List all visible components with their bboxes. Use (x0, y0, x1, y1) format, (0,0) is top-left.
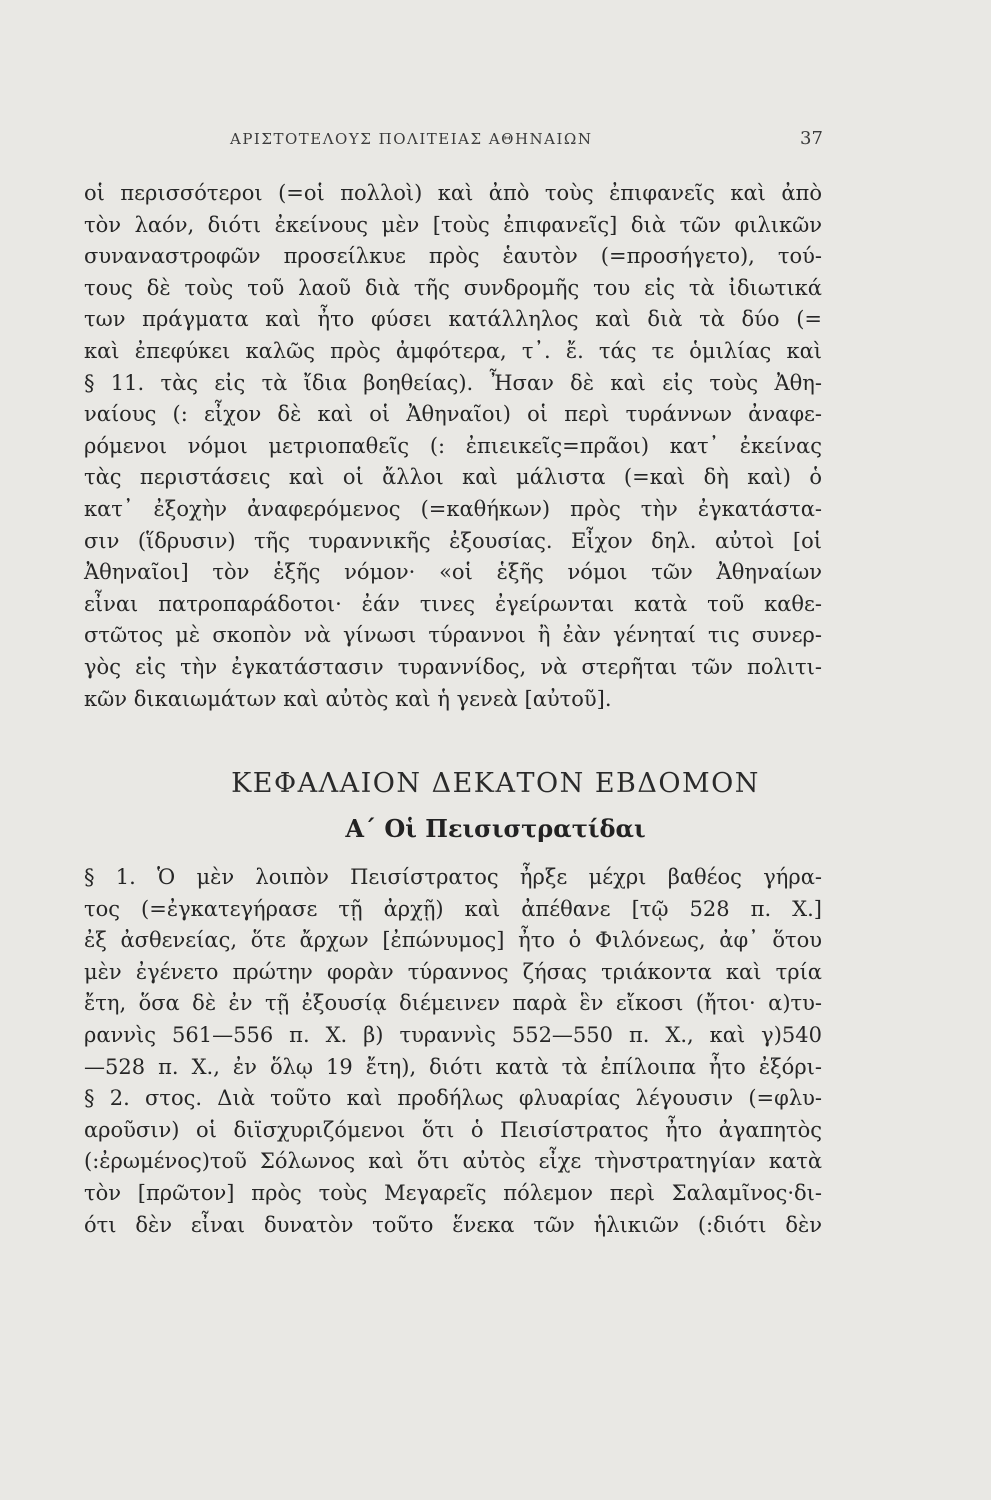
text-line: σιν (ἵδρυσιν) τῆς τυραννικῆς ἐξουσίας. Εἶχον δηλ. αὐτοὶ [οἱ (84, 528, 822, 553)
text-line: § 11. τὰς εἰς τὰ ἴδια βοηθείας). Ἦσαν δὲ καὶ εἰς τοὺς Ἀθη- (84, 370, 822, 395)
text-line: § 2. στος. Διὰ τοῦτο καὶ προδήλως φλυαρίας λέγουσιν (=φλυ- (84, 1086, 822, 1111)
text-line: ἐξ ἀσθενείας, ὅτε ἄρχων [ἐπώνυμος] ἦτο ὁ Φιλόνεως, ἀφ᾿ ὅτου (84, 928, 822, 953)
text-line: § 1. Ὁ μὲν λοιπὸν Πεισίστρατος ἦρξε μέχρι βαθέος γήρα- (84, 865, 822, 889)
text-line: αροῦσιν) οἱ διϊσχυριζόμενοι ὅτι ὁ Πεισίστρατος ἦτο ἀγαπητὸς (84, 1117, 822, 1142)
text-line: τος (=ἐγκατεγήρασε τῇ ἀρχῇ) καὶ ἀπέθανε [τῷ 528 π. Χ.] (84, 896, 822, 921)
text-line: συναναστροφῶν προσείλκυε πρὸς ἑαυτὸν (=προσήγετο), τού- (84, 244, 822, 269)
text-line: κατ᾿ ἐξοχὴν ἀναφερόμενος (=καθήκων) πρὸς τὴν ἐγκατάστα- (84, 496, 822, 521)
text-line: τους δὲ τοὺς τοῦ λαοῦ διὰ τῆς συνδρομῆς του εἰς τὰ ἰδιωτικά (84, 275, 822, 300)
paragraph-1 (84, 178, 822, 715)
page-number: 37 (800, 128, 823, 149)
chapter-subtitle: Α΄ Οἱ Πεισιστρατίδαι (345, 814, 646, 843)
text-line: ναίους (: εἶχον δὲ καὶ οἱ Ἀθηναῖοι) οἱ περὶ τυράννων ἀναφε- (84, 402, 822, 427)
text-line: κῶν δικαιωμάτων καὶ αὐτὸς καὶ ἡ γενεὰ [αὐτοῦ]. (84, 686, 612, 711)
text-line: —528 π. Χ., ἐν ὅλῳ 19 ἔτη), διότι κατὰ τὰ ἐπίλοιπα ἦτο ἐξόρι- (84, 1054, 822, 1079)
running-head (0, 124, 991, 154)
text-line: ἔτη, ὅσα δὲ ἐν τῇ ἐξουσίᾳ διέμεινεν παρὰ ἓν εἴκοσι (ἤτοι· α)τυ- (84, 991, 822, 1016)
text-line: στῶτος μὲ σκοπὸν νὰ γίνωσι τύραννοι ἢ ἐὰν γένηταί τις συνερ- (84, 623, 822, 648)
text-line: ραννὶς 561—556 π. Χ. β) τυραννὶς 552—550 π. Χ., καὶ γ)540 (84, 1022, 822, 1047)
text-line: εἶναι πατροπαράδοτοι· ἐάν τινες ἐγείρωνται κατὰ τοῦ καθε- (84, 591, 822, 616)
text-line: καὶ ἐπεφύκει καλῶς πρὸς ἀμφότερα, τ᾿. ἔ. τάς τε ὁμιλίας καὶ (84, 338, 822, 363)
text-line: ρόμενοι νόμοι μετριοπαθεῖς (: ἐπιεικεῖς=πρᾶοι) κατ᾿ ἐκείνας (84, 433, 822, 458)
text-line: τὸν [πρῶτον] πρὸς τοὺς Μεγαρεῖς πόλεμον περὶ Σαλαμῖνος·δι- (84, 1180, 822, 1205)
text-line: μὲν ἐγένετο πρώτην φορὰν τύραννος ζήσας τριάκοντα καὶ τρία (84, 959, 822, 984)
text-line: γὸς εἰς τὴν ἐγκατάστασιν τυραννίδος, νὰ στερῆται τῶν πολιτι- (84, 654, 822, 679)
text-line: τὸν λαόν, διότι ἐκείνους μὲν [τοὺς ἐπιφανεῖς] διὰ τῶν φιλικῶν (84, 212, 822, 237)
paragraph-2 (84, 862, 822, 1241)
text-line: οἱ περισσότεροι (=οἱ πολλοὶ) καὶ ἀπὸ τοὺς ἐπιφανεῖς καὶ ἀπὸ (84, 181, 822, 205)
running-head-title: ΑΡΙΣΤΟΤΕΛΟΥΣ ΠΟΛΙΤΕΙΑΣ ΑΘΗΝΑΙΩΝ (230, 130, 593, 148)
text-line: τὰς περιστάσεις καὶ οἱ ἄλλοι καὶ μάλιστα (=καὶ δὴ καὶ) ὁ (84, 465, 822, 490)
text-line: ότι δὲν εἶναι δυνατὸν τοῦτο ἕνεκα τῶν ἡλικιῶν (:διότι δὲν (84, 1212, 822, 1237)
text-line: (:ἐρωμένος)τοῦ Σόλωνος καὶ ὅτι αὐτὸς εἶχε τὴνστρατηγίαν κατὰ (84, 1149, 822, 1174)
chapter-title: ΚΕΦΑΛΑΙΟΝ ΔΕΚΑΤΟΝ ΕΒΔΟΜΟΝ (231, 768, 760, 799)
text-line: των πράγματα καὶ ἦτο φύσει κατάλληλος καὶ διὰ τὰ δύο (= (84, 307, 822, 332)
text-line: Ἀθηναῖοι] τὸν ἑξῆς νόμον· «οἱ ἑξῆς νόμοι τῶν Ἀθηναίων (84, 560, 822, 585)
